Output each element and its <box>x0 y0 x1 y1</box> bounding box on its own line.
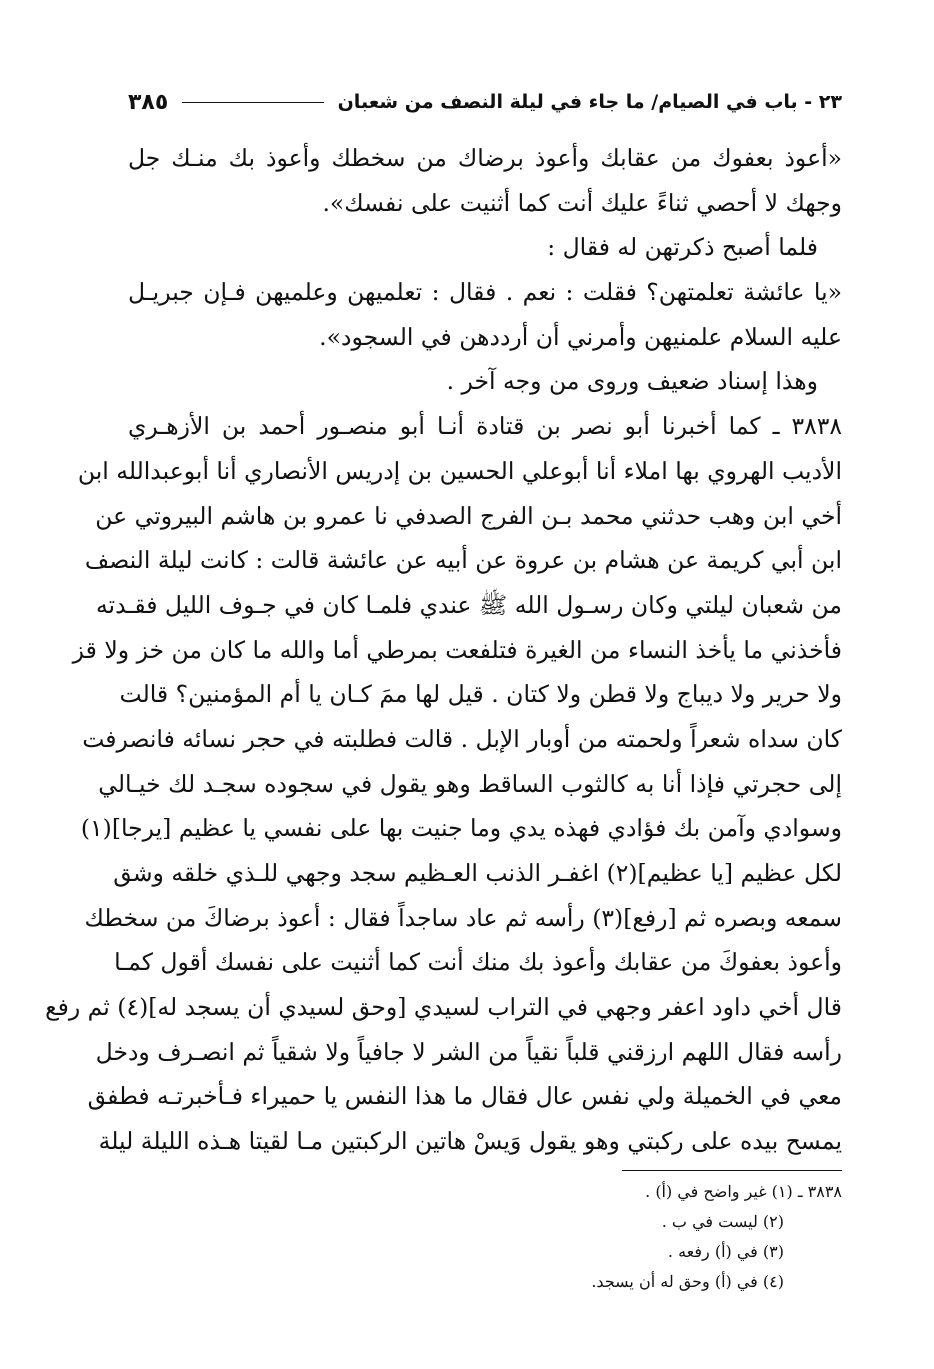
chapter-title: ٢٣ - باب في الصيام/ ما جاء في ليلة النصف من شعبان <box>337 91 842 113</box>
text-line: إلى حجرتي فإذا أنا به كالثوب الساقط وهو يقول في سجوده سجـد لك خيـالي <box>98 769 842 798</box>
page-number: ٣٨٥ <box>128 89 169 115</box>
text-line: قال أخي داود اعفر وجهي في التراب لسيدي [وحق لسيدي أن يسجد له](٤) ثم رفع <box>45 993 842 1022</box>
text-line: عليه السلام علمنيهن وأمرني أن أرددهن في السجود». <box>319 322 842 351</box>
footnote: ٣٨٣٨ ـ (١) غير واضح في (أ) . <box>645 1181 842 1201</box>
text-line: «أعوذ بعفوك من عقابك وأعوذ برضاك من سخطك وأعوذ بك منـك جل <box>128 144 842 172</box>
body-text <box>45 136 842 1164</box>
text-line: فلما أصبح ذكرتهن له فقال : <box>547 233 818 262</box>
text-line: فأخذني ما يأخذ النساء من الغيرة فتلفعت بمرطي أما والله ما كان من خز ولا قز <box>72 635 842 664</box>
text-line: كان سداه شعراً ولحمته من أوبار الإبل . قالت فطلبته في حجر نسائه فانصرفت <box>82 724 842 753</box>
text-line: وهذا إسناد ضعيف وروى من وجه آخر . <box>446 367 818 396</box>
footnotes <box>128 1177 842 1297</box>
text-line: وسوادي وآمن بك فؤادي فهذه يدي وما جنيت بها على نفسي يا عظيم [يرجا](١) <box>80 814 842 843</box>
text-line: معي في الخميلة ولي نفس عال فقال ما هذا النفس يا حميراء فـأخبرتـه فطفق <box>87 1082 842 1111</box>
footnote: (٣) في (أ) رفعه . <box>667 1241 784 1261</box>
header-rule <box>182 102 323 103</box>
text-line: ٣٨٣٨ ـ كما أخبرنا أبو نصر بن قتادة أنـا أبو منصـور أحمد بن الأزهـري <box>128 412 842 441</box>
text-line: سمعه وبصره ثم [رفع](٣) رأسه ثم عاد ساجداً فقال : أعوذ برضاكَ من سخطك <box>84 903 842 932</box>
text-line: وأعوذ بعفوكَ من عقابك وأعوذ بك منك أنت كما أثنيت على نفسك أقول كمـا <box>114 948 842 977</box>
text-line: ابن أبي كريمة عن هشام بن عروة عن أبيه عن عائشة قالت : كانت ليلة النصف <box>84 546 842 575</box>
text-line: «يا عائشة تعلمتهن؟ فقلت : نعم . فقال : تعلميهن وعلميهن فـإن جبريـل <box>128 278 842 307</box>
book-page <box>45 82 842 1297</box>
text-line: الأديب الهروي بها املاء أنا أبوعلي الحسين بن إدريس الأنصاري أنا أبوعبدالله ابن <box>77 456 842 485</box>
running-head <box>128 82 842 122</box>
text-line: من شعبان ليلتي وكان رسـول الله ﷺ عندي فلمـا كان في جـوف الليل فقـدته <box>95 590 842 619</box>
text-line: وجهك لا أحصي ثناءً عليك أنت كما أثنيت على نفسك». <box>322 188 842 217</box>
text-line: يمسح بيده على ركبتي وهو يقول وَيسْ هاتين الركبتين مـا لقيتا هـذه الليلة ليلة <box>98 1127 842 1156</box>
footnote: (٤) في (أ) وحق له أن يسجد. <box>591 1271 784 1291</box>
text-line: أخي ابن وهب حدثني محمد بـن الفرج الصدفي نا عمرو بن هاشم البيروتي عن <box>95 501 842 530</box>
text-line: رأسه فقال اللهم ارزقني قلباً نقياً من الشر لا جافياً ولا شقياً ثم انصـرف ودخل <box>95 1037 842 1066</box>
text-line: ولا حرير ولا ديباج ولا قطن ولا كتان . قيل لها ممَ كـان يا أم المؤمنين؟ قالت <box>119 680 842 709</box>
footnote: (٢) ليست في ب . <box>661 1211 784 1231</box>
text-line: لكل عظيم [يا عظيم](٢) اغفـر الذنب العـظيم سجد وجهي للـذي خلقه وشق <box>113 859 842 887</box>
footnote-rule <box>622 1170 842 1171</box>
